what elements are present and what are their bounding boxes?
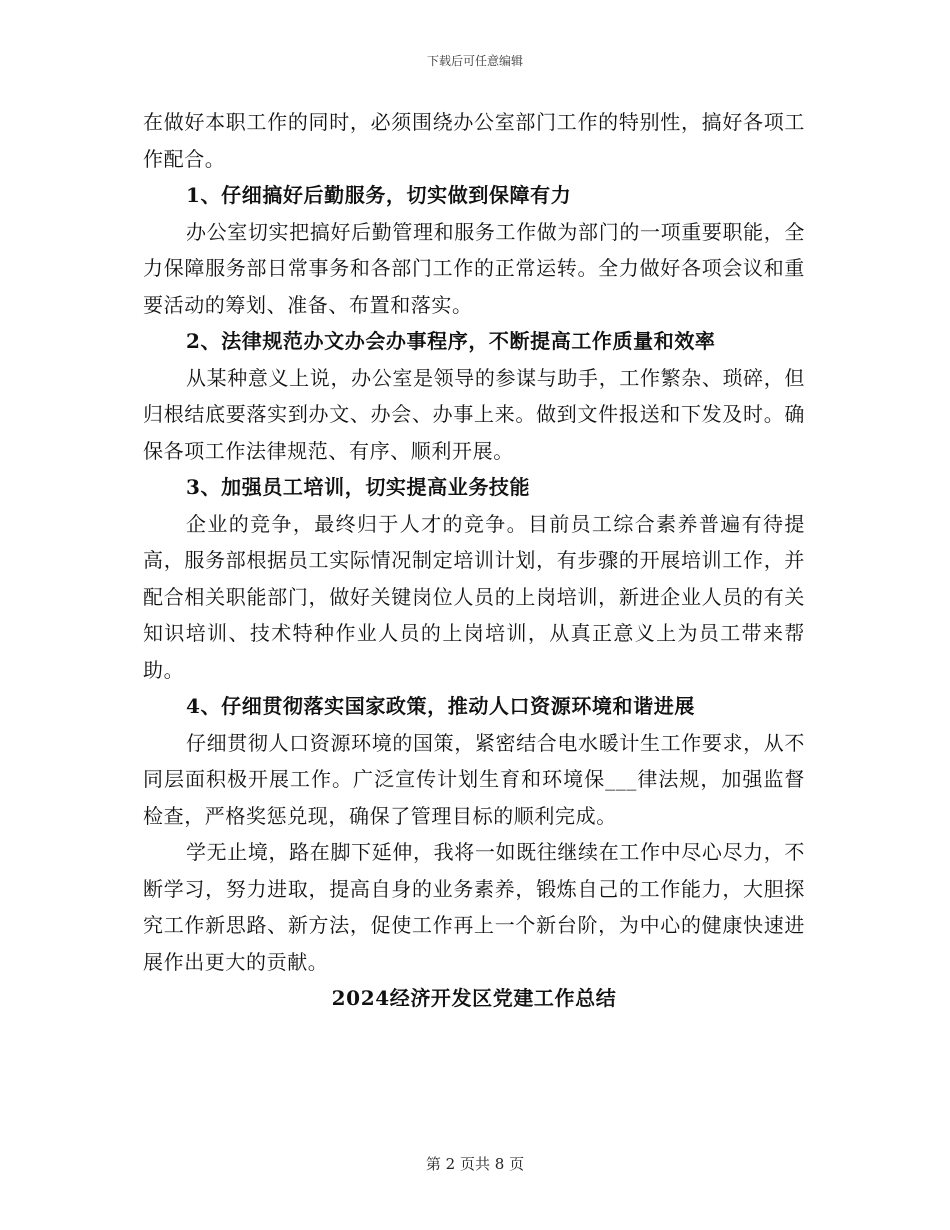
section-4-heading: 4、仔细贯彻落实国家政策，推动人口资源环境和谐进展 (186, 694, 695, 718)
closing-paragraph: 学无止境，路在脚下延伸，我将一如既往继续在工作中尽心尽力，不断学习，努力进取，提高自身的业务素养，锻炼自己的工作能力，大胆探究工作新思路、新方法，促使工作再上一个新台阶，为中心的健康快速进展作出更大的贡献。 (143, 840, 805, 974)
section-1-paragraph: 办公室切实把搞好后勤管理和服务工作做为部门的一项重要职能，全力保障服务部日常事务和各部门工作的正常运转。全力做好各项会议和重要活动的筹划、准备、布置和落实。 (143, 219, 805, 317)
section-2-heading: 2、法律规范办文办会办事程序，不断提高工作质量和效率 (186, 329, 716, 353)
page-number: 第 2 页共 8 页 (425, 1155, 525, 1173)
document-body (143, 104, 805, 1017)
section-3-paragraph: 企业的竞争，最终归于人才的竞争。目前员工综合素养普遍有待提高，服务部根据员工实际情况制定培训计划，有步骤的开展培训工作，并配合相关职能部门，做好关键岗位人员的上岗培训，新进企业人员的有关知识培训、技术特种作业人员的上岗培训，从真正意义上为员工带来帮助。 (143, 511, 805, 682)
section-1-heading: 1、仔细搞好后勤服务，切实做到保障有力 (186, 183, 572, 207)
next-document-title: 2024经济开发区党建工作总结 (331, 986, 617, 1010)
section-3-heading: 3、加强员工培训，切实提高业务技能 (186, 475, 531, 499)
section-2-paragraph: 从某种意义上说，办公室是领导的参谋与助手，工作繁杂、琐碎，但归根结底要落实到办文、办会、办事上来。做到文件报送和下发及时。确保各项工作法律规范、有序、顺利开展。 (143, 365, 805, 463)
header-note: 下载后可任意编辑 (426, 54, 523, 68)
intro-paragraph: 在做好本职工作的同时，必须围绕办公室部门工作的特别性，搞好各项工作配合。 (143, 110, 805, 171)
section-4-paragraph: 仔细贯彻人口资源环境的国策，紧密结合电水暖计生工作要求，从不同层面积极开展工作。广泛宣传计划生育和环境保___律法规，加强监督检查，严格奖惩兑现，确保了管理目标的顺利完成。 (143, 730, 805, 828)
